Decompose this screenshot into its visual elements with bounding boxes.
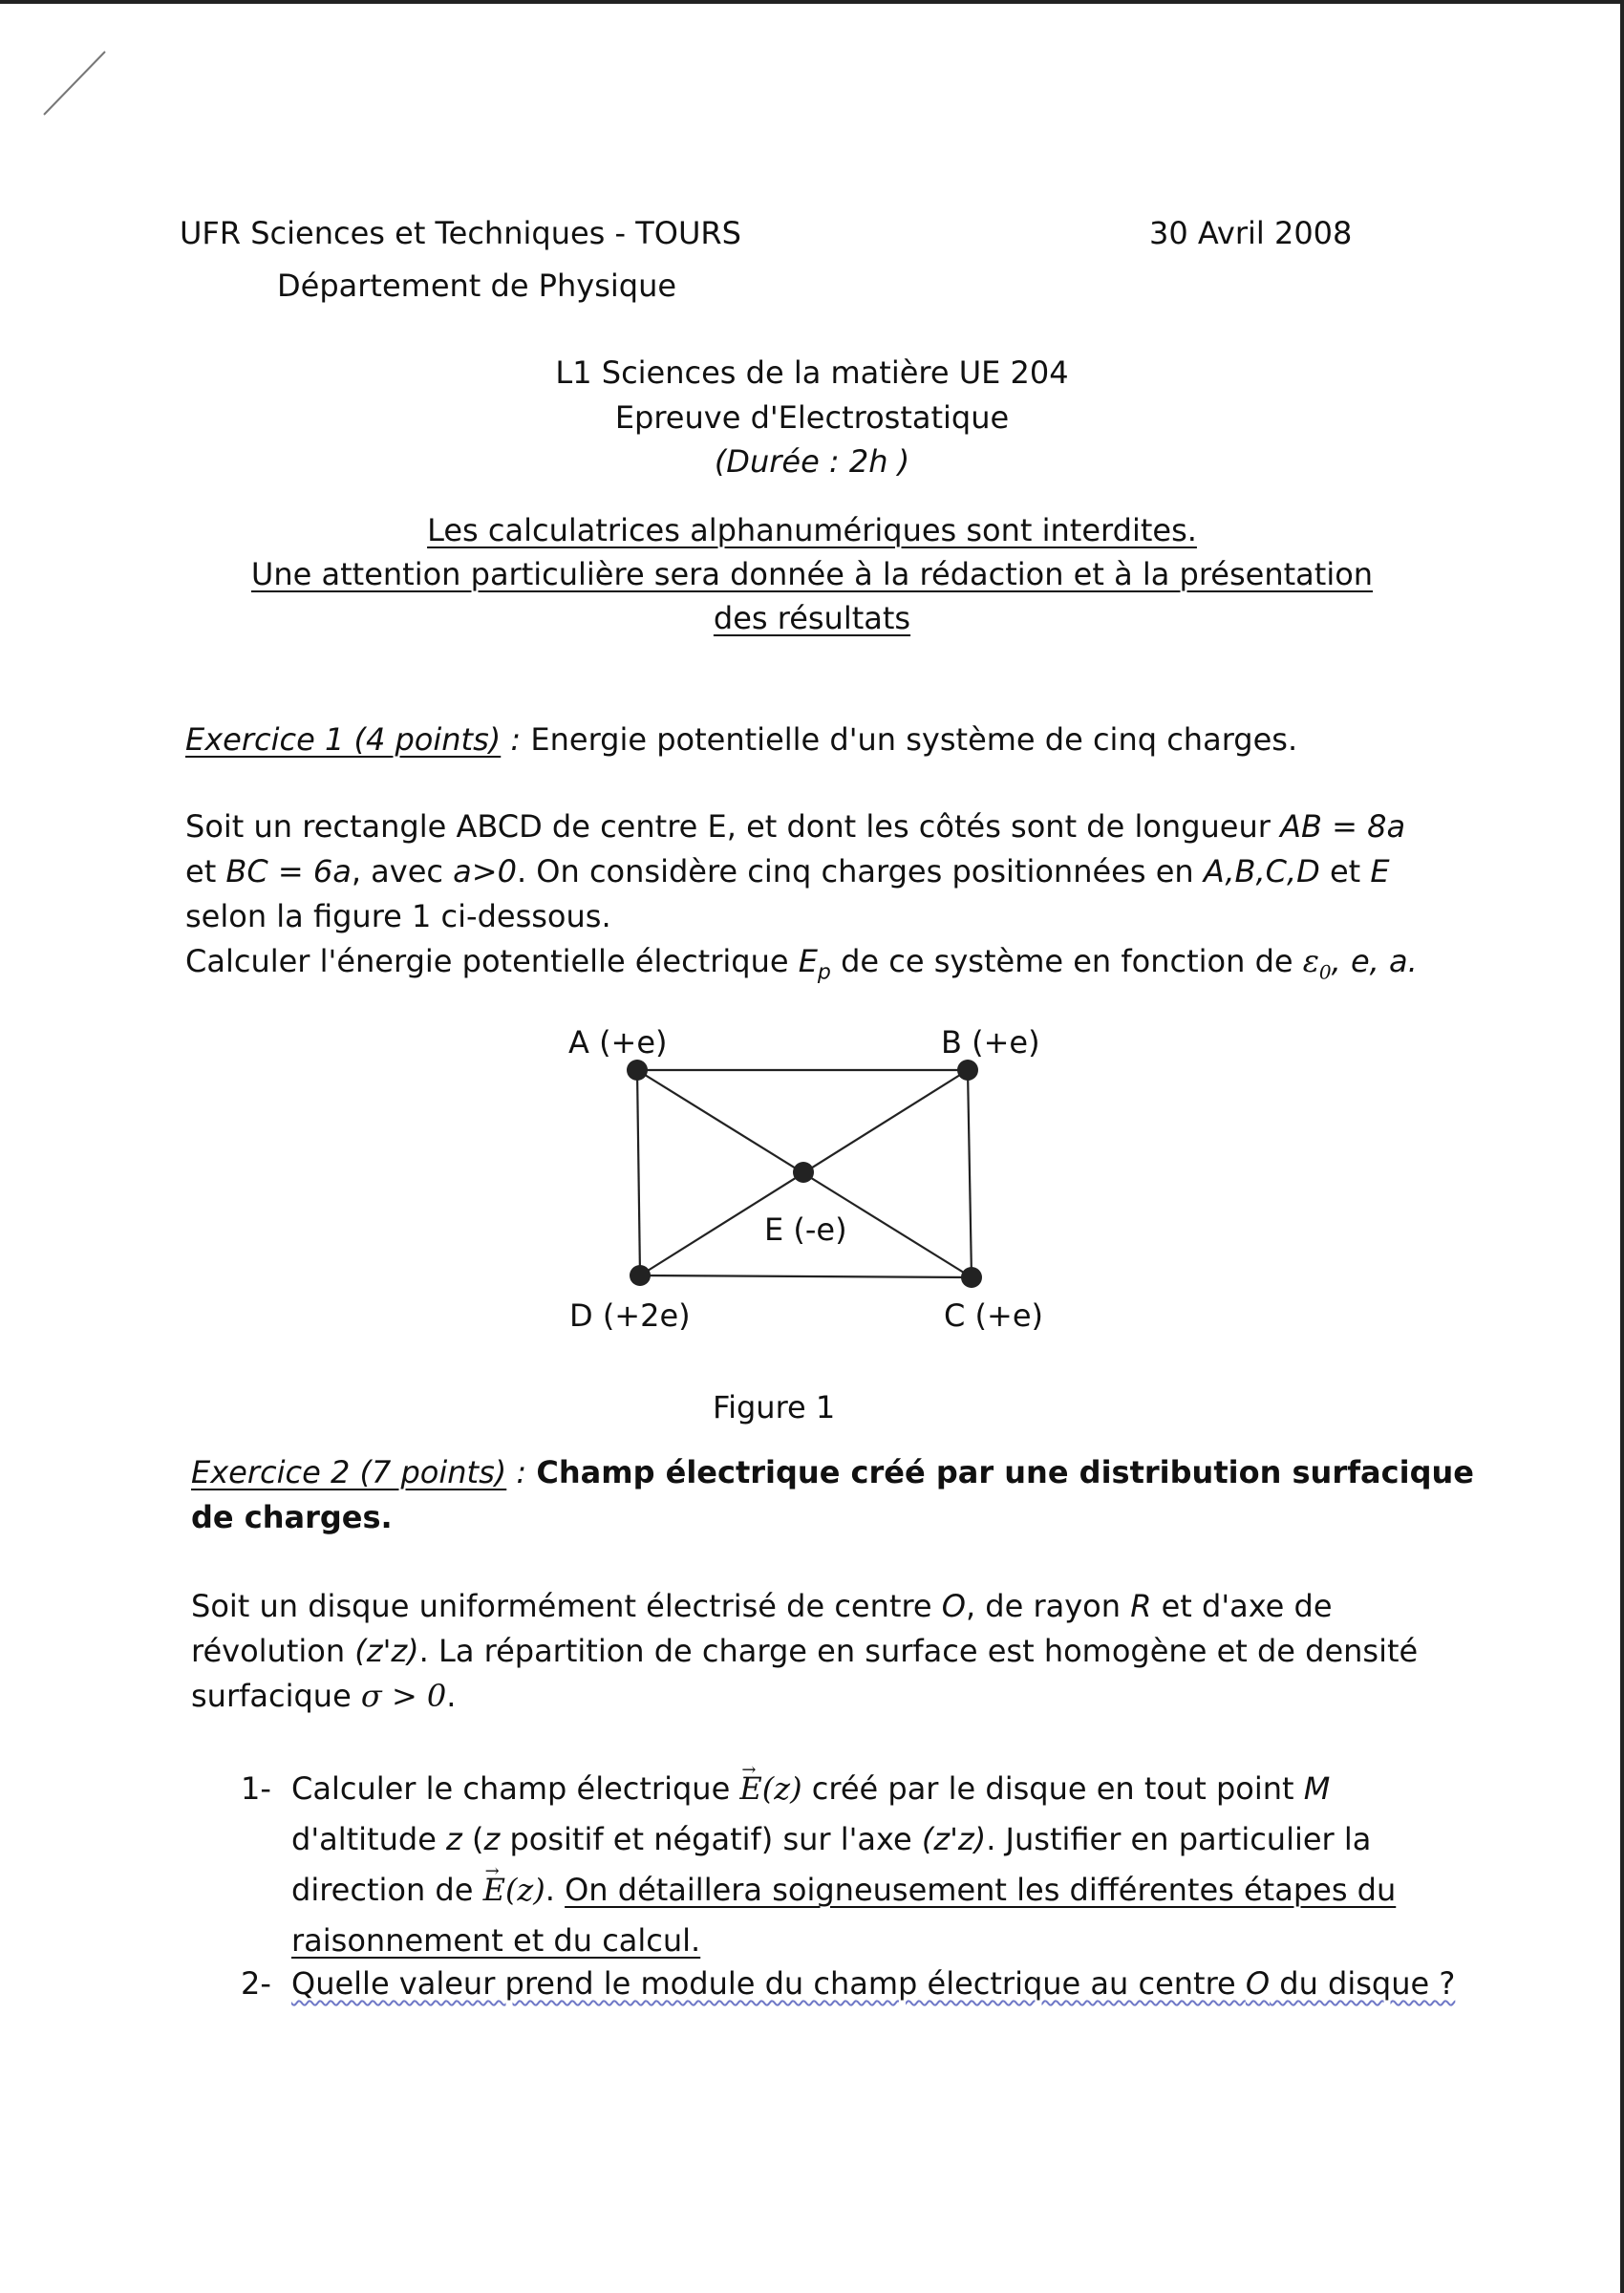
q1-text: créé par le disque en tout point xyxy=(801,1770,1304,1807)
q1-field-arg: (z) xyxy=(504,1872,545,1908)
q1-text: . xyxy=(545,1872,566,1908)
institution: UFR Sciences et Techniques - TOURS xyxy=(180,215,741,251)
ex1-points: A,B,C,D xyxy=(1203,853,1320,889)
q1-text: d'altitude xyxy=(291,1821,447,1857)
ex1-text: Soit un rectangle ABCD de centre E, et dont les côtés sont de longueur xyxy=(185,808,1281,845)
pen-stroke-mark xyxy=(38,48,115,124)
ex1-epsilon: ε xyxy=(1302,943,1319,979)
figure-caption: Figure 1 xyxy=(713,1389,836,1425)
figure-1 xyxy=(535,1013,1070,1357)
q1-z: z xyxy=(483,1821,501,1857)
exercise-2-title-cont: de charges. xyxy=(191,1499,393,1535)
notice-results: des résultats xyxy=(713,600,911,636)
exercise-1-heading xyxy=(185,721,1298,758)
label-a: A (+e) xyxy=(568,1024,668,1061)
ex2-text: révolution xyxy=(191,1633,355,1669)
exam-date: 30 Avril 2008 xyxy=(1149,215,1353,251)
q1-text: Calculer le champ électrique xyxy=(291,1770,740,1807)
question-2 xyxy=(291,1965,1456,2002)
ex1-ep-sub: p xyxy=(817,960,831,985)
exam-duration: (Durée : 2h ) xyxy=(714,443,910,480)
ex2-text: . La répartition de charge en surface est homogène et de densité xyxy=(418,1633,1419,1669)
exercise-2-label: Exercice 2 (7 points) xyxy=(191,1454,507,1490)
question-2-number: 2- xyxy=(241,1965,271,2002)
charge-e xyxy=(793,1162,814,1183)
q1-text: direction de xyxy=(291,1872,483,1908)
exercise-1-label: Exercice 1 (4 points) xyxy=(185,721,502,758)
q1-text: ( xyxy=(461,1821,484,1857)
exercise-1-title: Energie potentielle d'un système de cinq charges. xyxy=(530,721,1298,758)
ex1-text: . On considère cinq charges positionnées en xyxy=(516,853,1204,889)
q1-point-m: M xyxy=(1303,1770,1331,1807)
label-e: E (-e) xyxy=(764,1211,847,1248)
exercise-1-colon: : xyxy=(501,721,531,758)
exercise-2-statement xyxy=(191,1584,1418,1719)
department: Département de Physique xyxy=(277,268,677,304)
question-1 xyxy=(291,1764,1396,1966)
label-c: C (+e) xyxy=(944,1297,1043,1334)
edge-cd xyxy=(640,1275,972,1277)
ex1-text: , avec xyxy=(351,853,454,889)
charge-d xyxy=(630,1265,651,1286)
q2-text: du disque ? xyxy=(1270,1965,1456,2002)
ex1-bc: BC = 6a xyxy=(225,853,352,889)
ex1-text: selon la figure 1 ci-dessous. xyxy=(185,898,611,934)
charge-c xyxy=(961,1267,982,1288)
q1-z: z xyxy=(446,1821,462,1857)
q1-instruction-cont: raisonnement et du calcul. xyxy=(291,1922,701,1959)
exercise-2-colon: : xyxy=(506,1454,537,1490)
label-d: D (+2e) xyxy=(569,1297,691,1334)
charge-b xyxy=(957,1060,978,1081)
q1-field-vector: → E xyxy=(483,1865,505,1916)
course-level: L1 Sciences de la matière UE 204 xyxy=(555,354,1069,391)
edge-da xyxy=(637,1070,640,1275)
notice-calculators: Les calculatrices alphanumériques sont interdites. xyxy=(427,512,1197,548)
ex2-text: et d'axe de xyxy=(1151,1588,1333,1624)
q1-text: . Justifier en particulier la xyxy=(986,1821,1372,1857)
q1-field-arg: (z) xyxy=(761,1770,802,1807)
ex2-text: , de rayon xyxy=(965,1588,1131,1624)
ex1-vars: , e, a. xyxy=(1331,943,1418,979)
ex1-text: et xyxy=(1319,853,1371,889)
notice-attention: Une attention particulière sera donnée à la rédaction et à la présentation xyxy=(250,556,1374,592)
ex2-radius-r: R xyxy=(1130,1588,1152,1624)
q1-axis: (z'z) xyxy=(921,1821,987,1857)
exercise-2-heading xyxy=(191,1450,1474,1540)
scan-edge-top xyxy=(0,0,1624,4)
exam-title: Epreuve d'Electrostatique xyxy=(614,399,1010,436)
ex2-center-o: O xyxy=(941,1588,966,1624)
ex1-ab: AB = 8a xyxy=(1280,808,1406,845)
scan-edge-right xyxy=(1620,0,1624,2293)
q1-instruction: On détaillera soigneusement les différentes étapes du xyxy=(565,1872,1397,1908)
q1-text: positif et négatif) sur l'axe xyxy=(500,1821,922,1857)
label-b: B (+e) xyxy=(941,1024,1040,1061)
q1-field-vector: → E xyxy=(739,1764,761,1814)
ex1-condition: a>0 xyxy=(453,853,517,889)
ex2-text: . xyxy=(446,1678,457,1714)
edge-bc xyxy=(968,1070,972,1277)
ex1-ep: E xyxy=(798,943,818,979)
ex2-axis: (z'z) xyxy=(354,1633,419,1669)
ex1-text: Calculer l'énergie potentielle électrique xyxy=(185,943,799,979)
ex2-sigma: σ > 0 xyxy=(360,1678,447,1714)
ex1-point-e: E xyxy=(1370,853,1390,889)
exercise-2-title: Champ électrique créé par une distribution surfacique xyxy=(536,1454,1474,1490)
ex1-text: et xyxy=(185,853,226,889)
ex2-text: Soit un disque uniformément électrisé de centre xyxy=(191,1588,942,1624)
question-1-number: 1- xyxy=(241,1770,271,1807)
q2-center-o: O xyxy=(1245,1965,1271,2002)
ex1-epsilon-sub: 0 xyxy=(1318,960,1332,984)
ex1-text: de ce système en fonction de xyxy=(830,943,1303,979)
charge-a xyxy=(627,1060,648,1081)
exercise-1-statement xyxy=(185,804,1418,995)
ex2-text: surfacique xyxy=(191,1678,361,1714)
q2-text: Quelle valeur prend le module du champ électrique au centre xyxy=(291,1965,1246,2002)
